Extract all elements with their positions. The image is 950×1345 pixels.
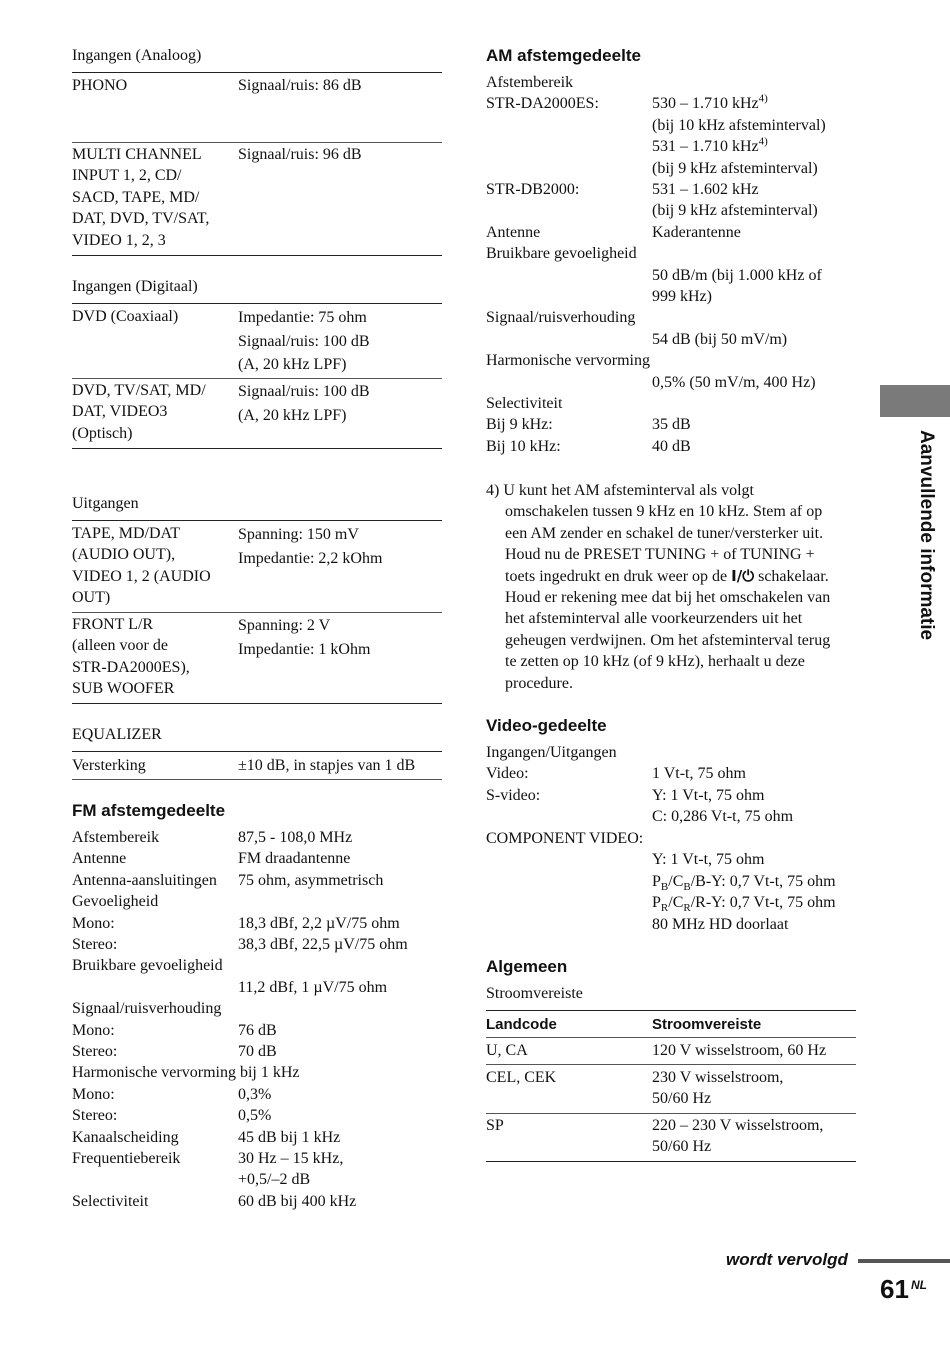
table-cell-code: SP (486, 1117, 504, 1134)
spec-key: Mono: (72, 1085, 115, 1103)
divider (486, 1064, 856, 1065)
spec-value: 76 dB (238, 1021, 277, 1039)
spec-key: Kanaalscheiding (72, 1128, 179, 1146)
spec-key: Antenne (72, 850, 127, 868)
table-header-code: Landcode (486, 1016, 557, 1033)
footnote: 4) U kunt het AM afsteminterval als volgt omschakelen tussen 9 kHz en 10 kHz. Stem af op een AM zender en schakel de tuner/versterker uit. Houd nu de PRESET TUNING + of TUNING + toets ingedrukt en druk weer op de I/⏻ schakelaar. Houd er rekening mee dat bij het omschakelen van het afsteminterval alle voorkeurzenders uit het geheugen verdwijnen. Om het afsteminterval terug te zetten op 10 kHz (of 9 kHz), herhaalt u deze procedure. (486, 482, 831, 692)
divider (486, 1161, 856, 1162)
side-tab-marker (880, 385, 950, 417)
divider (72, 72, 442, 73)
spec-line (72, 848, 452, 869)
fm-section-title: FM afstemgedeelte (72, 801, 226, 820)
spec-value: Spanning: 2 V Impedantie: 1 kOhm (238, 617, 371, 658)
power-requirement-label: Stroomvereiste (486, 985, 583, 1002)
spec-key: TAPE, MD/DAT (AUDIO OUT), VIDEO 1, 2 (AUDIO OUT) (72, 525, 211, 607)
divider (72, 520, 442, 521)
spec-line (72, 1148, 452, 1169)
spec-line (486, 350, 866, 371)
spec-value: C: 0,286 Vt-t, 75 ohm (652, 808, 794, 825)
spec-line (72, 934, 452, 955)
spec-key: PHONO (72, 77, 128, 94)
spec-key: Mono: (72, 914, 115, 932)
spec-line (72, 827, 452, 848)
spec-key: DVD, TV/SAT, MD/ DAT, VIDEO3 (Optisch) (72, 382, 206, 442)
divider (72, 779, 442, 780)
divider (72, 612, 442, 613)
spec-line (486, 93, 866, 114)
spec-line (486, 393, 866, 414)
spec-value: 0,5% (50 mV/m, 400 Hz) (652, 373, 816, 391)
spec-line (72, 1062, 452, 1083)
spec-value: $P_R/C_R/R-Y$: 0,7 Vt-t, 75 ohm (652, 894, 836, 915)
spec-line (72, 1105, 452, 1126)
spec-line (486, 436, 866, 457)
spec-value: 1 Vt-t, 75 ohm (652, 765, 746, 782)
divider (486, 1037, 856, 1038)
spec-line (72, 913, 452, 934)
spec-value: 0,5% (238, 1107, 272, 1125)
spec-line (486, 329, 866, 350)
spec-value: 0,3% (238, 1085, 272, 1103)
spec-value: 999 kHz) (652, 288, 712, 305)
table-cell-power: 220 – 230 V wisselstroom, 50/60 Hz (652, 1117, 824, 1156)
digital-inputs-heading: Ingangen (Digitaal) (72, 278, 198, 295)
spec-key: Frequentiebereik (72, 1150, 181, 1167)
video-section-title: Video-gedeelte (486, 716, 607, 735)
spec-value: 50 dB/m (bij 1.000 kHz of (652, 266, 822, 284)
divider (72, 703, 442, 704)
spec-line (72, 998, 452, 1019)
spec-key: Stereo: (72, 936, 118, 953)
spec-key: Afstembereik (486, 74, 574, 91)
spec-key: Selectiviteit (486, 395, 563, 412)
equalizer-heading: EQUALIZER (72, 726, 162, 743)
spec-line (72, 1191, 452, 1212)
spec-value: 531 – 1.602 kHz (652, 181, 759, 198)
spec-value: Spanning: 150 mV Impedantie: 2,2 kOhm (238, 526, 383, 567)
footnote-ref: 4) (758, 93, 768, 106)
spec-line (486, 72, 866, 93)
spec-line (72, 1020, 452, 1041)
spec-key: Bruikbare gevoeligheid (486, 245, 637, 263)
spec-value: Kaderantenne (652, 223, 741, 241)
spec-key: Selectiviteit (72, 1192, 149, 1210)
continued-label: wordt vervolgd (726, 1250, 848, 1269)
spec-key: Afstembereik (72, 829, 160, 846)
divider (72, 751, 442, 752)
divider (486, 1113, 856, 1114)
spec-key: COMPONENT VIDEO: (486, 830, 644, 847)
spec-key: Harmonische vervorming (486, 352, 650, 370)
divider (72, 378, 442, 379)
spec-value: (bij 9 kHz afsteminterval) (652, 159, 818, 177)
spec-value: Y: 1 Vt-t, 75 ohm (652, 851, 765, 868)
spec-line (72, 1084, 452, 1105)
spec-value: 54 dB (bij 50 mV/m) (652, 330, 788, 348)
spec-key: Versterking (72, 757, 146, 774)
table-cell-power: 230 V wisselstroom, 50/60 Hz (652, 1069, 784, 1108)
spec-key: MULTI CHANNEL INPUT 1, 2, CD/ SACD, TAPE, MD/ DAT, DVD, TV/SAT, VIDEO 1, 2, 3 (72, 146, 210, 249)
table-cell-code: CEL, CEK (486, 1069, 557, 1086)
spec-value: 60 dB bij 400 kHz (238, 1192, 357, 1210)
spec-value: 40 dB (652, 437, 691, 455)
spec-line (486, 136, 866, 157)
spec-value: ±10 dB, in stapjes van 1 dB (238, 757, 416, 774)
spec-key: Gevoeligheid (72, 893, 159, 911)
table-cell-code: U, CA (486, 1042, 528, 1059)
video-io-label: Ingangen/Uitgangen (486, 744, 617, 761)
spec-line (486, 179, 866, 200)
spec-value: (bij 9 kHz afsteminterval) (652, 202, 818, 220)
spec-line (72, 955, 452, 976)
spec-key: Bij 10 kHz: (486, 437, 561, 455)
spec-key: Mono: (72, 1021, 115, 1039)
divider (72, 142, 442, 143)
continued-bar (858, 1259, 950, 1263)
spec-value: Signaal/ruis: 100 dB (A, 20 kHz LPF) (238, 383, 370, 424)
analog-inputs-heading: Ingangen (Analoog) (72, 47, 202, 64)
spec-key: STR-DA2000ES: (486, 95, 599, 113)
spec-key: Signaal/ruisverhouding (72, 1000, 222, 1018)
spec-value: Y: 1 Vt-t, 75 ohm (652, 787, 765, 804)
spec-line (486, 200, 866, 221)
spec-value: 530 – 1.710 kHz$^{4)}$ (652, 93, 768, 113)
spec-line (486, 307, 866, 328)
spec-line (72, 977, 452, 998)
spec-value: 80 MHz HD doorlaat (652, 916, 789, 933)
spec-value: 11,2 dBf, 1 µV/75 ohm (238, 978, 388, 996)
outputs-heading: Uitgangen (72, 495, 139, 512)
spec-line (72, 891, 452, 912)
spec-key: Bruikbare gevoeligheid (72, 957, 223, 975)
spec-line (486, 243, 866, 264)
divider (72, 448, 442, 449)
spec-key: S-video: (486, 787, 541, 804)
spec-key: FRONT L/R (alleen voor de STR-DA2000ES), SUB WOOFER (72, 616, 190, 698)
footnote-ref: 4) (758, 135, 768, 148)
spec-value: 18,3 dBf, 2,2 µV/75 ohm (238, 914, 400, 932)
spec-line (72, 870, 452, 891)
divider (486, 1010, 856, 1011)
spec-value: Signaal/ruis: 86 dB (238, 77, 362, 94)
spec-value: FM draadantenne (238, 850, 351, 868)
spec-key: Antenna-aansluitingen (72, 871, 217, 889)
spec-key: Antenne (486, 223, 541, 241)
spec-key: Harmonische vervorming bij 1 kHz (72, 1064, 300, 1082)
spec-value: 30 Hz – 15 kHz, (238, 1150, 344, 1167)
spec-value: 35 dB (652, 416, 691, 434)
spec-value: (bij 10 kHz afsteminterval) (652, 116, 826, 134)
spec-value: 531 – 1.710 kHz$^{4)}$ (652, 135, 768, 156)
page-suffix: NL (911, 1278, 927, 1292)
spec-line (486, 414, 866, 435)
spec-value: 38,3 dBf, 22,5 µV/75 ohm (238, 936, 408, 953)
divider (72, 255, 442, 256)
spec-value: 45 dB bij 1 kHz (238, 1128, 341, 1146)
spec-key: Stereo: (72, 1043, 118, 1060)
spec-line (72, 1041, 452, 1062)
spec-line (486, 222, 866, 243)
table-header-power: Stroomvereiste (652, 1016, 762, 1033)
spec-value: Impedantie: 75 ohm Signaal/ruis: 100 dB (A, 20 kHz LPF) (238, 309, 370, 373)
am-section-title: AM afstemgedeelte (486, 46, 641, 65)
spec-key: Video: (486, 765, 529, 782)
power-switch-icon: I/⏻ (731, 566, 755, 585)
spec-key: STR-DB2000: (486, 181, 580, 198)
spec-line (486, 115, 866, 136)
spec-value: +0,5/–2 dB (238, 1171, 311, 1189)
page-number: 61 (880, 1274, 909, 1304)
spec-value: 75 ohm, asymmetrisch (238, 871, 384, 889)
table-cell-power: 120 V wisselstroom, 60 Hz (652, 1042, 827, 1059)
spec-line (486, 286, 866, 307)
spec-line (72, 1127, 452, 1148)
divider (72, 303, 442, 304)
spec-key: Signaal/ruisverhouding (486, 309, 636, 327)
spec-line (72, 1169, 452, 1190)
side-tab-label: Aanvullende informatie (916, 430, 937, 641)
spec-line (486, 372, 866, 393)
spec-value: 87,5 - 108,0 MHz (238, 829, 353, 846)
spec-value: $P_B/C_B/B-Y$: 0,7 Vt-t, 75 ohm (652, 873, 836, 894)
general-section-title: Algemeen (486, 957, 568, 976)
spec-line (486, 158, 866, 179)
spec-key: Bij 9 kHz: (486, 416, 553, 434)
spec-key: DVD (Coaxiaal) (72, 308, 179, 325)
spec-value: Signaal/ruis: 96 dB (238, 146, 362, 163)
spec-key: Stereo: (72, 1107, 118, 1125)
spec-line (486, 265, 866, 286)
spec-value: 70 dB (238, 1043, 277, 1060)
